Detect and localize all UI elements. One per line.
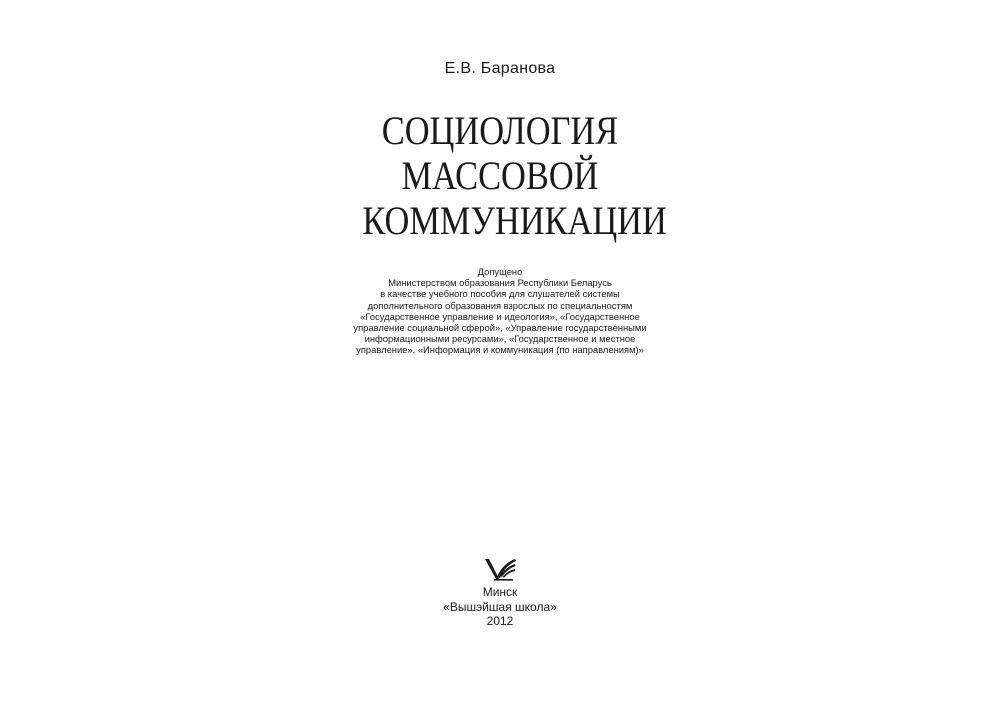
approval-line: управление», «Информация и коммуникация (по направлениям)» [356, 344, 644, 356]
title-line: МАССОВОЙ [401, 153, 599, 198]
author-name: Е.В. Баранова [444, 60, 556, 77]
imprint [340, 585, 660, 629]
imprint-publisher: «Вышэйшая школа» [443, 599, 557, 614]
publisher-logo-icon [483, 556, 517, 582]
approval-line: Допущено [477, 266, 523, 277]
imprint-city: Минск [482, 585, 518, 599]
approval-line: Министерством образования Республики Беларусь [388, 277, 612, 289]
title-line: КОММУНИКАЦИИ [362, 198, 667, 243]
book-title [362, 108, 667, 243]
approval-line: в качестве учебного пособия для слушателей системы [380, 288, 620, 300]
approval-line: информационными ресурсами», «Государственное и местное [364, 333, 636, 345]
imprint-year: 2012 [486, 614, 514, 628]
approval-statement [340, 266, 660, 356]
approval-line: дополнительного образования взрослых по специальностям [367, 299, 633, 311]
approval-line: управление социальной сферой», «Управление государственными [353, 322, 647, 334]
title-line: СОЦИОЛОГИЯ [381, 108, 619, 153]
approval-line: «Государственное управление и идеология», «Государственное [360, 310, 640, 322]
